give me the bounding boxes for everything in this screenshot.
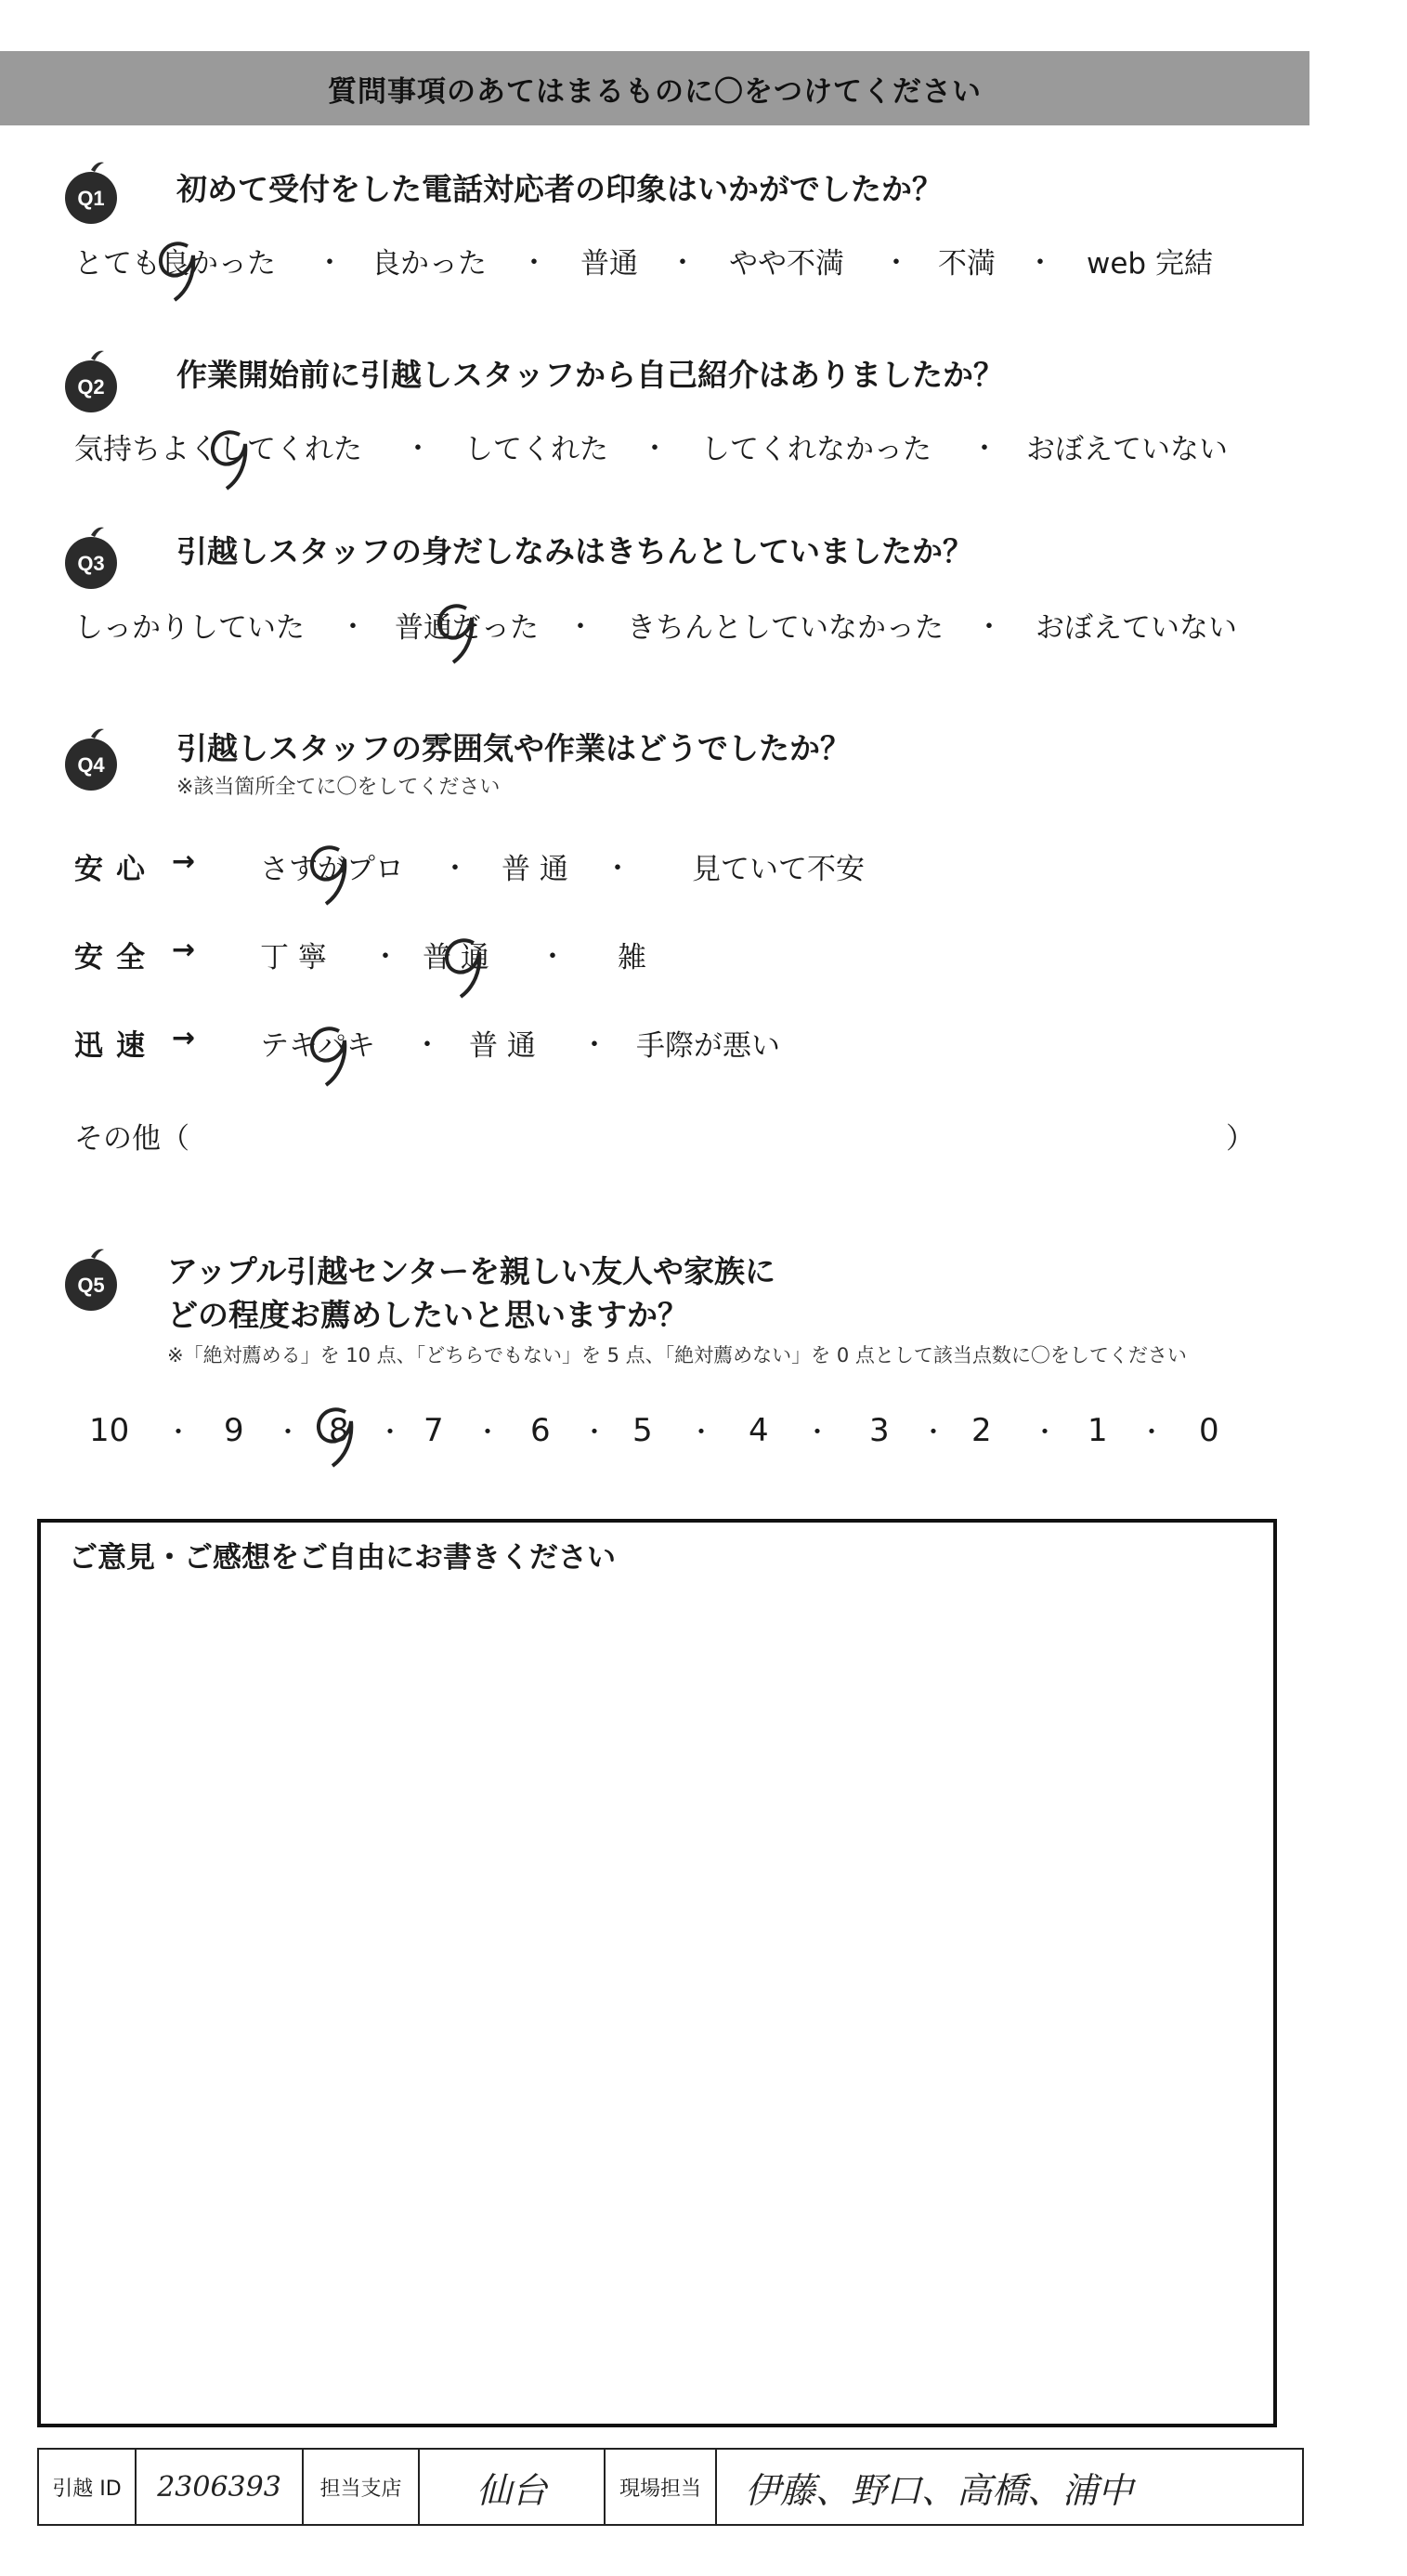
scale-value[interactable]: 3 [869, 1412, 890, 1449]
q4-row-label: 安全 [74, 941, 158, 974]
q1-question: 初めて受付をした電話対応者の印象はいかがでしたか？ [176, 171, 943, 207]
comments-title: ご意見・ご感想をご自由にお書きください [69, 1541, 616, 1575]
instruction-header: 質問事項のあてはまるものに〇をつけてください [0, 51, 1309, 125]
q4-option[interactable]: 雑 [618, 941, 646, 974]
q4-other-label: その他（ [74, 1122, 189, 1156]
q2-option[interactable]: おぼえていない [1026, 433, 1228, 466]
q4-question: 引越しスタッフの雰囲気や作業はどうでしたか？ [176, 730, 851, 766]
q1-badge-icon [61, 163, 121, 211]
arrow-icon: → [172, 845, 196, 878]
q4-badge-icon [61, 729, 121, 778]
q1-option[interactable]: 良かった [371, 247, 487, 281]
scale-value[interactable]: 4 [749, 1412, 769, 1449]
q4-row-label: 安心 [74, 853, 158, 886]
q4-option[interactable]: 普 通 [423, 941, 489, 974]
branch-label: 担当支店 [304, 2450, 420, 2524]
footer-info-table [37, 2448, 1304, 2526]
q2-badge-icon [61, 351, 121, 399]
q2-option[interactable]: してくれた [464, 433, 608, 466]
q1-option[interactable]: 不満 [938, 247, 996, 281]
q4-option[interactable]: テキパキ [260, 1029, 375, 1063]
q3-option[interactable]: 普通だった [395, 611, 539, 645]
q2-question: 作業開始前に引越しスタッフから自己紹介はありましたか？ [176, 357, 1004, 393]
q4-other-close: ） [1226, 1122, 1255, 1156]
id-label: 引越 ID [39, 2450, 137, 2524]
scale-value[interactable]: 8 [329, 1412, 349, 1449]
q3-badge-icon [61, 528, 121, 576]
svg-text:Q4: Q4 [77, 753, 105, 777]
q5-badge-icon [61, 1249, 121, 1298]
q5-note: ※「絶対薦める」を 10 点、「どちらでもない」を 5 点、「絶対薦めない」を 0 点として該当点数に〇をしてください [167, 1344, 1187, 1366]
q3-question: 引越しスタッフの身だしなみはきちんとしていましたか？ [176, 533, 973, 569]
q4-option[interactable]: 普 通 [469, 1029, 536, 1063]
svg-text:Q5: Q5 [77, 1274, 105, 1297]
q4-row-label: 迅速 [74, 1029, 158, 1063]
q4-option[interactable]: 丁 寧 [260, 941, 327, 974]
scale-value[interactable]: 5 [632, 1412, 653, 1449]
q3-option[interactable]: しっかりしていた [74, 611, 305, 645]
comments-box[interactable] [37, 1519, 1277, 2427]
svg-text:Q2: Q2 [77, 375, 105, 399]
q4-option[interactable]: さすがプロ [260, 853, 404, 886]
q2-option[interactable]: 気持ちよくしてくれた [74, 433, 362, 466]
q1-option[interactable]: やや不満 [729, 247, 844, 281]
q4-note: ※該当箇所全てに〇をしてください [176, 776, 501, 799]
scale-value[interactable]: 0 [1199, 1412, 1219, 1449]
q1-option[interactable]: 普通 [580, 247, 638, 281]
svg-text:Q1: Q1 [77, 187, 105, 210]
svg-text:Q3: Q3 [77, 552, 105, 575]
q1-option[interactable]: web 完結 [1087, 247, 1213, 281]
arrow-icon: → [172, 1022, 196, 1054]
q4-option[interactable]: 手際が悪い [636, 1029, 780, 1063]
staff-label: 現場担当 [606, 2450, 717, 2524]
q4-option[interactable]: 普 通 [502, 853, 568, 886]
q1-option[interactable]: とても良かった [74, 247, 276, 281]
staff-value: 伊藤、野口、高橋、浦中 [745, 2469, 1134, 2511]
branch-value: 仙台 [420, 2450, 606, 2524]
q4-option[interactable]: 見ていて不安 [692, 853, 865, 886]
scale-value[interactable]: 10 [89, 1412, 130, 1449]
scale-value[interactable]: 1 [1088, 1412, 1108, 1449]
q5-question-line2: どの程度お薦めしたいと思いますか？ [167, 1297, 688, 1333]
q3-option[interactable]: おぼえていない [1036, 611, 1237, 645]
arrow-icon: → [172, 934, 196, 966]
scale-value[interactable]: 9 [224, 1412, 244, 1449]
scale-value[interactable]: 7 [423, 1412, 444, 1449]
q3-option[interactable]: きちんとしていなかった [627, 611, 944, 645]
scale-value[interactable]: 2 [971, 1412, 992, 1449]
q5-question-line1: アップル引越センターを親しい友人や家族に [167, 1253, 776, 1289]
id-value: 2306393 [137, 2450, 304, 2524]
scale-value[interactable]: 6 [530, 1412, 551, 1449]
q2-option[interactable]: してくれなかった [701, 433, 931, 466]
